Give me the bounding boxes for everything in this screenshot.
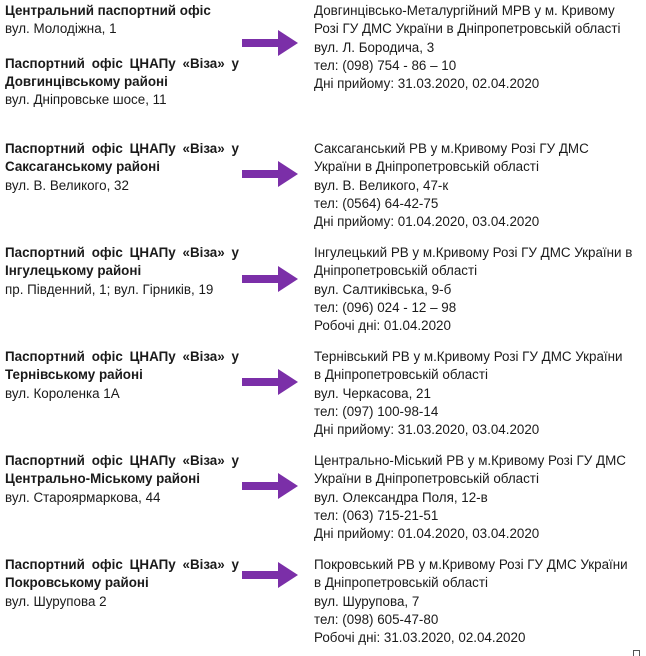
department-address: вул. Салтиківська, 9-б <box>314 281 452 297</box>
department-column <box>314 348 639 439</box>
department-phone: тел: (098) 754 - 86 – 10 <box>314 57 457 73</box>
right-arrow-icon <box>242 471 298 501</box>
table-resize-handle[interactable] <box>633 650 640 656</box>
department-address: вул. Л. Бородича, 3 <box>314 39 435 55</box>
department-phone: тел: (097) 100-98-14 <box>314 403 439 419</box>
office-title-line2: Покровському районі <box>5 575 149 591</box>
department-name-line1: Центрально-Міський РВ у м.Кривому Розі ГУ ДМС <box>314 453 626 468</box>
department-phone: тел: (0564) 64-42-75 <box>314 195 439 211</box>
department-name-line2: Дніпропетровській області <box>314 263 478 279</box>
department-name-line2: України в Дніпропетровській області <box>314 159 539 175</box>
department-address: вул. В. Великого, 47-к <box>314 177 449 193</box>
department-name-line1: Покровський РВ у м.Кривому Розі ГУ ДМС України <box>314 557 628 572</box>
office-title-line2: Центрально-Міському районі <box>5 471 200 487</box>
right-arrow-icon <box>242 159 298 189</box>
office-title-line2: Саксаганському районі <box>5 159 160 175</box>
department-reception-days: Дні прийому: 31.03.2020, 02.04.2020 <box>314 76 540 92</box>
office-address: пр. Південний, 1; вул. Гірників, 19 <box>5 281 214 297</box>
department-address: вул. Черкасова, 21 <box>314 385 431 401</box>
department-working-days: Робочі дні: 31.03.2020, 02.04.2020 <box>314 630 526 646</box>
department-name-line1: Довгинцівсько-Металургійний МРВ у м. Кривому <box>314 3 615 18</box>
department-column <box>314 556 639 647</box>
department-reception-days: Дні прийому: 31.03.2020, 03.04.2020 <box>314 422 540 438</box>
department-name-line1: Тернівський РВ у м.Кривому Розі ГУ ДМС України <box>314 349 623 364</box>
department-name-line2: Розі ГУ ДМС України в Дніпропетровській області <box>314 21 621 37</box>
office2-address: вул. Дніпровське шосе, 11 <box>5 92 167 108</box>
department-column <box>314 452 639 543</box>
department-working-days: Робочі дні: 01.04.2020 <box>314 318 451 334</box>
office-address: вул. Староярмаркова, 44 <box>5 489 161 505</box>
right-arrow-icon <box>242 560 298 590</box>
department-column <box>314 140 639 231</box>
department-name-line1: Інгулецький РВ у м.Кривому Розі ГУ ДМС України в <box>314 245 633 260</box>
department-phone: тел: (096) 024 - 12 – 98 <box>314 299 457 315</box>
department-reception-days: Дні прийому: 01.04.2020, 03.04.2020 <box>314 526 540 542</box>
department-name-line2: України в Дніпропетровській області <box>314 471 539 487</box>
right-arrow-icon <box>242 28 298 58</box>
office-title-line1: Паспортний офіс ЦНАПу «Віза» у <box>5 141 239 156</box>
office2-title-line2: Довгинцівському районі <box>5 73 168 89</box>
office-column <box>5 140 239 195</box>
office-title-line2: Тернівському районі <box>5 367 143 383</box>
department-name-line2: в Дніпропетровській області <box>314 367 488 383</box>
right-arrow-icon <box>242 264 298 294</box>
department-address: вул. Олександра Поля, 12-в <box>314 489 488 505</box>
office-address: вул. Молодіжна, 1 <box>5 21 117 37</box>
office-title-line1: Паспортний офіс ЦНАПу «Віза» у <box>5 349 239 364</box>
office-title-line2: Інгулецькому районі <box>5 263 142 279</box>
department-reception-days: Дні прийому: 01.04.2020, 03.04.2020 <box>314 214 540 230</box>
department-address: вул. Шурупова, 7 <box>314 593 420 609</box>
department-name-line1: Саксаганський РВ у м.Кривому Розі ГУ ДМС <box>314 141 589 156</box>
office-column <box>5 244 239 299</box>
office-title-line1: Паспортний офіс ЦНАПу «Віза» у <box>5 557 239 572</box>
department-phone: тел: (063) 715-21-51 <box>314 507 439 523</box>
department-column <box>314 2 639 93</box>
office-column <box>5 556 239 611</box>
office-title: Центральний паспортний офіс <box>5 3 211 18</box>
office-title-line1: Паспортний офіс ЦНАПу «Віза» у <box>5 245 239 260</box>
office-address: вул. Шурупова 2 <box>5 593 107 609</box>
office-column <box>5 348 239 403</box>
office-column <box>5 452 239 507</box>
department-name-line2: в Дніпропетровській області <box>314 575 488 591</box>
right-arrow-icon <box>242 367 298 397</box>
department-column <box>314 244 639 335</box>
department-phone: тел: (098) 605-47-80 <box>314 611 439 627</box>
office-column <box>5 2 239 109</box>
office-address: вул. Короленка 1А <box>5 385 120 401</box>
office2-title-line1: Паспортний офіс ЦНАПу «Віза» у <box>5 55 239 71</box>
office-address: вул. В. Великого, 32 <box>5 177 129 193</box>
office-title-line1: Паспортний офіс ЦНАПу «Віза» у <box>5 453 239 468</box>
